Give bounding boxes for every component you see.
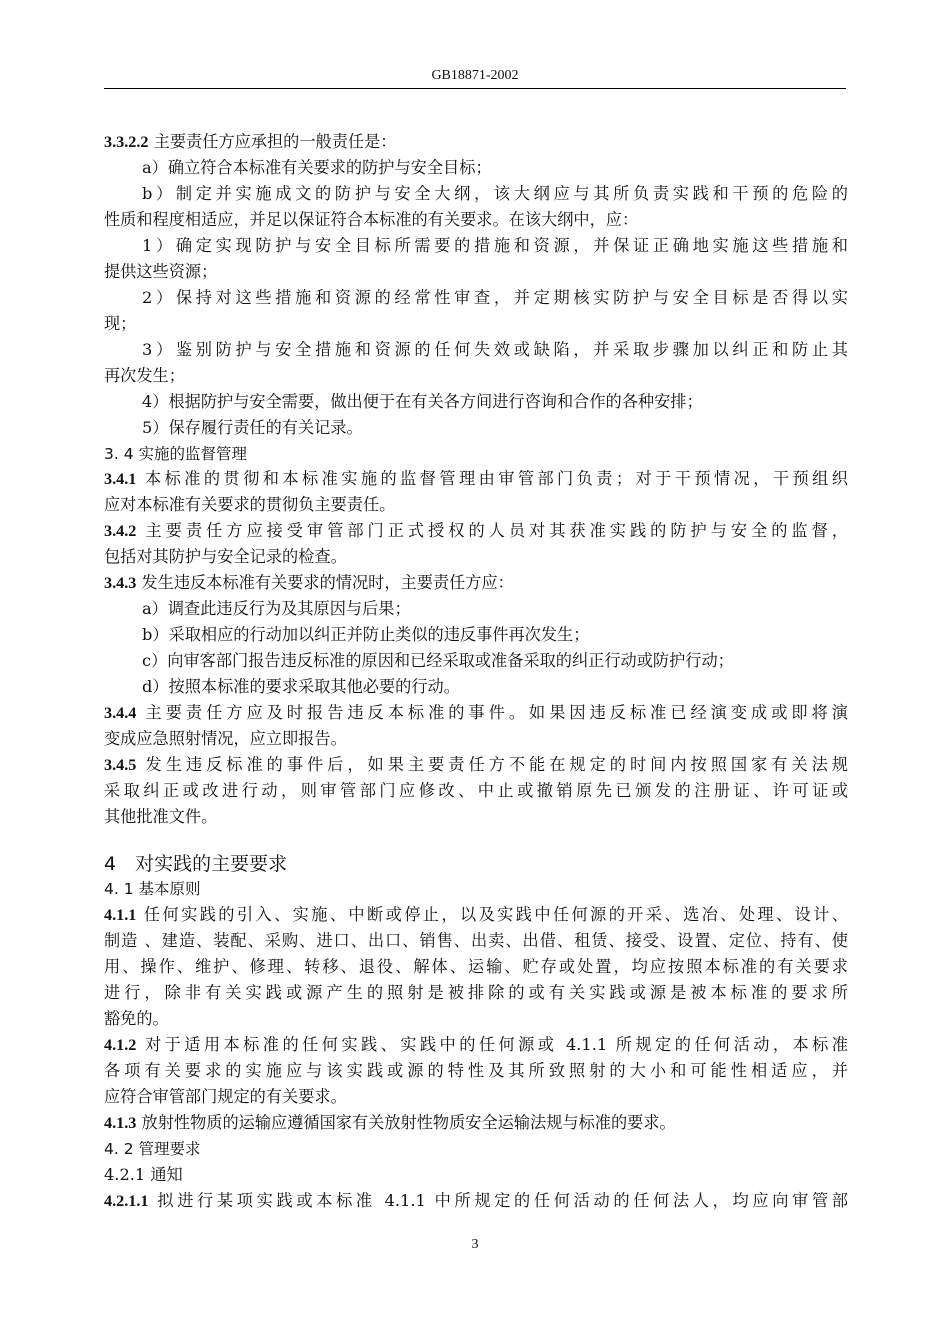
text-line: 应符合审管部门规定的有关要求。	[104, 1087, 347, 1106]
clause-number: 4.1.3	[104, 1114, 137, 1132]
text-line: 包括对其防护与安全记录的检查。	[104, 547, 347, 566]
text-line: 4）根据防护与安全需要，做出便于在有关各方间进行咨询和合作的各种安排；	[142, 392, 703, 411]
text-line	[104, 467, 848, 491]
section-heading: 3. 4 实施的监督管理	[104, 445, 248, 463]
text-line: 进行，除非有关实践或源产生的照射是被排除的或有关实践或源是被本标准的要求所	[104, 983, 848, 1002]
text-line: 性质和程度相适应，并足以保证符合本标准的有关要求。在该大纲中，应：	[104, 210, 639, 229]
subsection-heading: 4.2.1 通知	[104, 1165, 183, 1184]
text-line: b）制定并实施成文的防护与安全大纲，该大纲应与其所负责实践和干预的危险的	[142, 184, 848, 203]
clause-number: 3.4.1	[104, 470, 137, 488]
text-line: d）按照本标准的要求采取其他必要的行动。	[142, 677, 460, 696]
text-line: 3）鉴别防护与安全措施和资源的任何失效或缺陷，并采取步骤加以纠正和防止其	[142, 340, 848, 359]
section-heading: 4. 1 基本原则	[104, 880, 201, 898]
text-line: a）确立符合本标准有关要求的防护与安全目标；	[142, 158, 492, 177]
line-text: 发生违反本标准有关要求的情况时，主要责任方应：	[136, 573, 514, 592]
line-text: 对于适用本标准的任何实践、实践中的任何源或 4.1.1 所规定的任何活动，本标准	[136, 1035, 848, 1054]
line-text: 主要责任方应接受审管部门正式授权的人员对其获准实践的防护与安全的监督，	[136, 521, 848, 540]
line-text: 拟进行某项实践或本标准 4.1.1 中所规定的任何活动的任何法人，均应向审管部	[148, 1191, 848, 1210]
text-line: 各项有关要求的实施应与该实践或源的特性及其所致照射的大小和可能性相适应，并	[104, 1061, 848, 1080]
text-line	[104, 1111, 848, 1135]
page-number: 3	[471, 1237, 479, 1252]
header-doc-code: GB18871-2002	[431, 68, 519, 83]
text-line: 采取纠正或改进行动，则审管部门应修改、中止或撤销原先已颁发的注册证、许可证或	[104, 781, 848, 800]
clause-number: 4.1.1	[104, 906, 137, 924]
text-line: 其他批准文件。	[104, 807, 218, 826]
clause-number: 3.4.2	[104, 522, 137, 540]
clause-number: 3.4.5	[104, 756, 137, 774]
text-line	[104, 701, 848, 725]
text-line	[104, 903, 848, 927]
text-line	[104, 753, 848, 777]
text-line	[104, 519, 848, 543]
line-text: 主要责任方应承担的一般责任是：	[148, 132, 397, 151]
clause-number: 3.3.2.2	[104, 133, 149, 151]
text-line: 变成应急照射情况，应立即报告。	[104, 729, 347, 748]
text-line	[104, 130, 848, 154]
clause-number: 3.4.4	[104, 704, 137, 722]
text-line: b）采取相应的行动加以纠正并防止类似的违反事件再次发生；	[142, 625, 590, 644]
text-line: 应对本标准有关要求的贯彻负主要责任。	[104, 495, 396, 514]
line-text: 本标准的贯彻和本标准实施的监督管理由审管部门负责；对于干预情况，干预组织	[136, 469, 848, 488]
section-heading: 4. 2 管理要求	[104, 1140, 201, 1158]
chapter-heading: 4 对实践的主要要求	[104, 853, 288, 875]
text-line: 1）确定实现防护与安全目标所需要的措施和资源，并保证正确地实施这些措施和	[142, 236, 848, 255]
text-line	[104, 1033, 848, 1057]
text-line	[104, 571, 848, 595]
header-rule	[104, 88, 846, 89]
clause-number: 4.1.2	[104, 1036, 137, 1054]
text-line: 现；	[104, 314, 137, 333]
clause-number: 4.2.1.1	[104, 1192, 149, 1210]
line-text: 任何实践的引入、实施、中断或停止，以及实践中任何源的开采、选冶、处理、设计、	[136, 905, 848, 924]
text-line: a）调查此违反行为及其原因与后果；	[142, 599, 411, 618]
line-text: 放射性物质的运输应遵循国家有关放射性物质安全运输法规与标准的要求。	[136, 1113, 676, 1132]
text-line: 用、操作、维护、修理、转移、退役、解体、运输、贮存或处置，均应按照本标准的有关要求	[104, 957, 848, 976]
text-line: 豁免的。	[104, 1009, 169, 1028]
text-line: c）向审客部门报告违反标准的原因和已经采取或准备采取的纠正行动或防护行动；	[142, 651, 734, 670]
text-line: 制造 、建造、装配、采购、进口、出口、销售、出卖、出借、租赁、接受、设置、定位、持有、使	[104, 931, 848, 950]
text-line: 再次发生；	[104, 366, 185, 385]
text-line: 2）保持对这些措施和资源的经常性审查，并定期核实防护与安全目标是否得以实	[142, 288, 848, 307]
text-line	[104, 1189, 848, 1213]
clause-number: 3.4.3	[104, 574, 137, 592]
text-line: 提供这些资源；	[104, 262, 218, 281]
line-text: 发生违反标准的事件后，如果主要责任方不能在规定的时间内按照国家有关法规	[136, 755, 848, 774]
text-line: 5）保存履行责任的有关记录。	[142, 418, 363, 437]
line-text: 主要责任方应及时报告违反本标准的事件。如果因违反标准已经演变成或即将演	[136, 703, 848, 722]
